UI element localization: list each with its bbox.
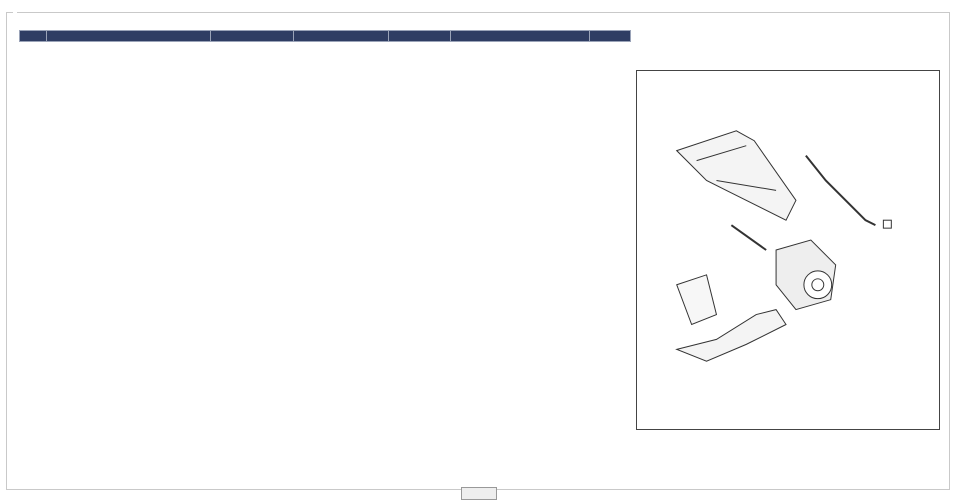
hub-outer: [804, 271, 832, 299]
header-info: [451, 31, 590, 42]
mount-pad: [883, 220, 891, 228]
upper-arm-shape: [677, 131, 796, 220]
short-link: [731, 225, 766, 250]
header-params: [294, 31, 389, 42]
header-code: [211, 31, 294, 42]
diagram-svg: [637, 71, 939, 429]
parts-table: [19, 30, 631, 42]
header-name: [47, 31, 211, 42]
bracket-shape: [677, 275, 717, 325]
back-button[interactable]: [461, 487, 497, 500]
header-pos: [20, 31, 47, 42]
table-header-row: [20, 31, 631, 42]
parts-diagram[interactable]: [636, 70, 940, 430]
link-rod: [806, 156, 876, 226]
suspension-drawing: [677, 131, 892, 361]
header-price: [590, 31, 631, 42]
header-qty: [389, 31, 451, 42]
